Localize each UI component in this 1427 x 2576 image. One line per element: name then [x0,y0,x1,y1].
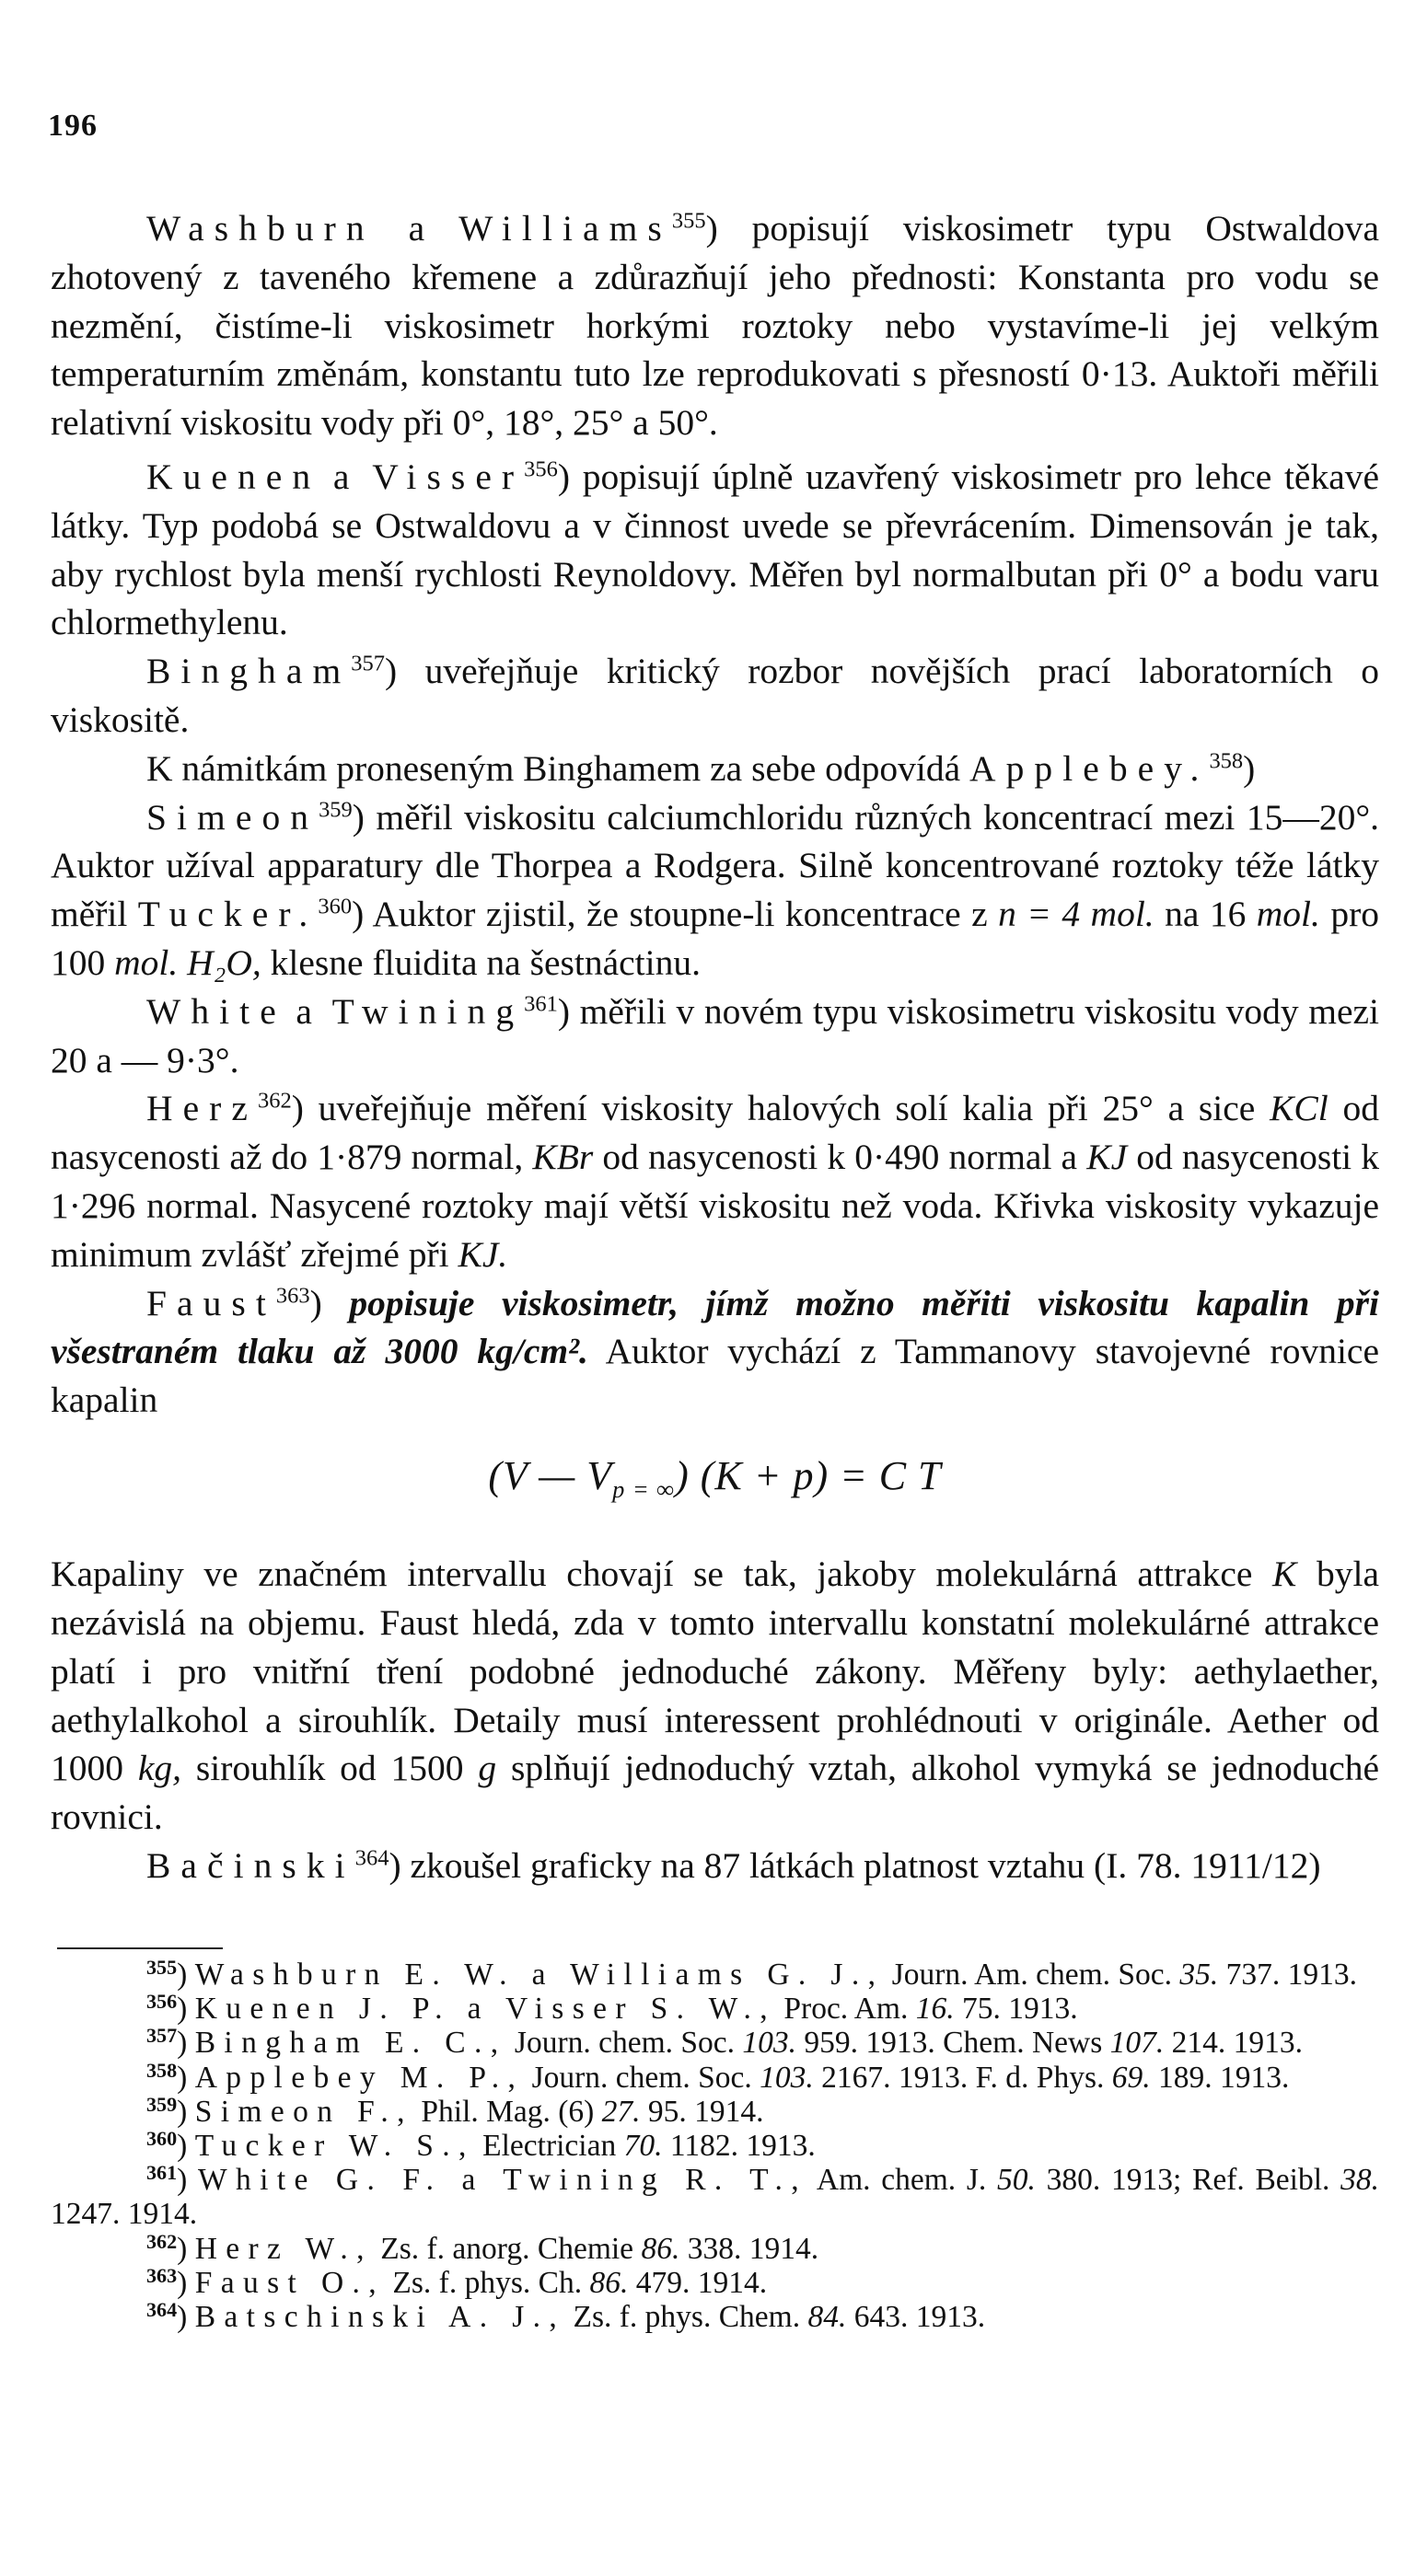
footnote: $^{356}$) Kuenen J. P. a Visser S. W., Proc. Am. 16. 75. 1913. [146,1990,1078,2027]
author-name: Twining [331,990,525,1032]
author-name: Tucker. [137,894,319,935]
author-name: Faust [146,1282,276,1323]
author-name: Bačinski [146,1844,355,1886]
footnote: $^{360}$) Tucker W. S., Electrician 70. 1182. 1913. [146,2126,816,2164]
paragraph-herz: Herz$^{362}$) uveřejňuje měření viskosity halových solí kalia při 25° a sice KCl od nasycenosti až do 1·879 normal, KBr od nasycenosti k 0·490 normal a KJ od nasycenosti k 1·296 normal. Nasycené roztoky mají větší viskositu než voda. Křivka viskosity vykazuje minimum zvlášť zřejmé při KJ. [51,1088,1380,1275]
footnote-ref: 358 [1209,748,1244,774]
footnote: $^{362}$) Herz W., Zs. f. anorg. Chemie 86. 338. 1914. [146,2229,819,2266]
paragraph-bingham: Bingham$^{357}$) uveřejňuje kritický rozbor novějších prací laboratorních o viskositě. [51,651,1379,740]
footnote: $^{358}$) Applebey M. P., Journ. chem. Soc. 103. 2167. 1913. F. d. Phys. 69. 189. 1913. [146,2058,1290,2095]
footnote: $^{355}$) Washburn E. W. a Williams G. J., Journ. Am. chem. Soc. 35. 737. 1913. [146,1955,1357,1992]
footnote: $^{361}$) White G. F. a Twining R. T., Am. chem. J. 50. 380. 1913; Ref. Beibl. 38. 1247. 1914. [51,2161,1379,2232]
author-name: Kuenen [146,456,321,497]
author-name: Simeon [146,796,319,837]
author-name: Applebey. [969,747,1210,789]
footnote-ref: 360 [318,894,353,919]
author-name: Visser [372,456,525,497]
paragraph-kapaliny: Kapaliny ve značném intervallu chovají se tak, jakoby molekulárná attrakce K byla nezávislá na objemu. Faust hledá, zda v tomto intervallu konstatní molekulárné attrakce platí i pro vnitřní tření podobné jednoduché zákony. Měřeny byly: aethylaether, aethylalkohol a sirouhlík. Detaily musí interessent prohlédnouti v originále. Aether od 1000 kg, sirouhlík od 1500 g splňují jednoduchý vztah, alkohol vymyká se jednoduché rovnici. [51,1554,1380,1838]
footnote: $^{364}$) Batschinski A. J., Zs. f. phys. Chem. 84. 643. 1913. [146,2297,986,2335]
equation: (V — $V_{p = \infty}$) (K + p) = C T [488,1452,942,1504]
main-text [51,204,1379,1890]
paragraph-washburn: Washburn a Williams$^{355}$) popisují viskosimetr typu Ostwaldova zhotovený z taveného křemene a zdůrazňují jeho přednosti: Konstanta pro vodu se nezmění, čistíme-li viskosimetr horkými roztoky nebo vystavíme-li jej velkým temperaturním změnám, konstantu tuto lze reprodukovati s přesností 0·13. Auktoři měřili relativní viskositu vody při 0°, 18°, 25° a 50°. [51,208,1380,444]
footnote-ref: 361 [524,991,558,1017]
paragraph-kuenen: Kuenen a Visser$^{356}$) popisují úplně uzavřený viskosimetr pro lehce těkavé látky. Typ podobá se Ostwaldovu a v činnost uvede se převrácením. Dimensován je tak, aby rychlost byla menší rychlosti Reynoldovy. Měřen byl normalbutan při 0° a bodu varu chlormethylenu. [51,456,1380,643]
footnotes [51,1955,1379,2335]
footnote-ref: 364 [354,1845,389,1871]
footnote-ref: 362 [257,1088,292,1114]
footnote-ref: 357 [351,651,385,676]
author-name: Washburn [146,208,375,248]
page-number: 196 [48,109,98,143]
footnote: $^{359}$) Simeon F., Phil. Mag. (6) 27. 95. 1914. [146,2092,764,2129]
author-name: Bingham [146,651,352,692]
paragraph-bacinski: Bačinski$^{364}$) zkoušel graficky na 87 látkách platnost vztahu (I. 78. 1911/12) [146,1844,1321,1886]
author-name: Williams [458,208,672,248]
footnote-ref: 363 [275,1283,310,1309]
author-name: Herz [146,1088,258,1129]
paragraph-applebey: K námitkám proneseným Binghamem za sebe odpovídá Applebey.$^{358}$) [146,747,1256,789]
paragraph-faust: Faust$^{363}$) popisuje viskosimetr, jímž možno měřiti viskositu kapalin při všestraném tlaku až 3000 kg/cm². Auktor vychází z Tammanovy stavojevné rovnice kapalin [51,1282,1380,1421]
paragraph-white: White a Twining$^{361}$) měřili v novém typu viskosimetru viskositu vody mezi 20 a — 9·3°. [51,990,1380,1080]
footnote-ref: 356 [524,456,558,482]
footnote-divider [57,1947,223,1949]
footnote: $^{363}$) Faust O., Zs. f. phys. Ch. 86. 479. 1914. [146,2263,768,2300]
footnote-ref: 359 [319,797,353,823]
footnote: $^{357}$) Bingham E. C., Journ. chem. Soc. 103. 959. 1913. Chem. News 107. 214. 1913. [146,2024,1303,2061]
author-name: White [146,990,286,1032]
footnote-ref: 355 [671,208,706,234]
paragraph-simeon: Simeon$^{359}$) měřil viskositu calciumchloridu různých koncentrací mezi 15—20°. Auktor užíval apparatury dle Thorpea a Rodgera. Silně koncentrované roztoky téže látky měřil Tucker.$^{360}$) Auktor zjistil, že stoupne-li koncentrace z n = 4 mol. na 16 mol. pro 100 mol. H₂O, klesne fluidita na šestnáctinu. [51,796,1379,983]
